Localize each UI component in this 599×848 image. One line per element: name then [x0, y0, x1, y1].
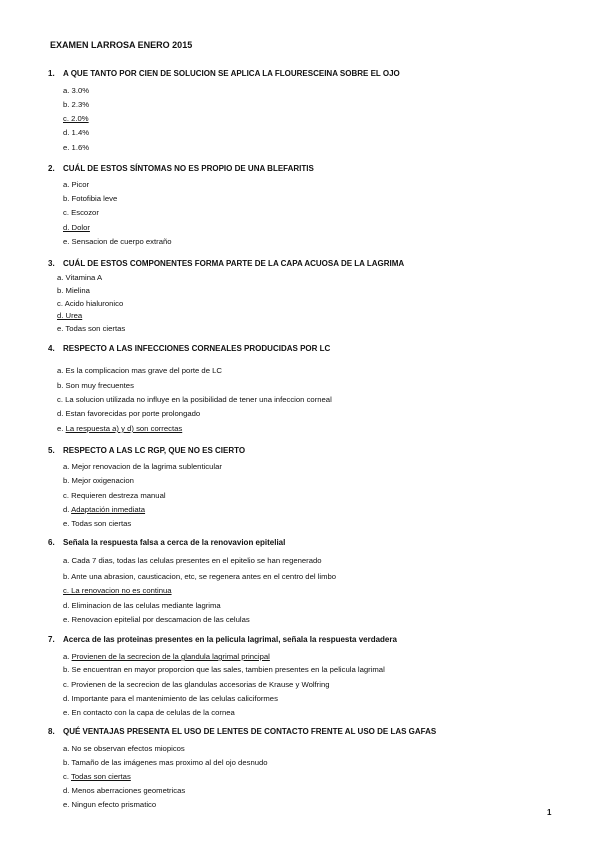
- question-4-option: a. Es la complicacion mas grave del porte de LC: [57, 366, 222, 375]
- question-7-option: d. Importante para el mantenimiento de las celulas caliciformes: [63, 694, 278, 703]
- question-8-answer-option: c. Todas son ciertas: [63, 772, 131, 781]
- question-1-option: a. 3.0%: [63, 86, 90, 95]
- question-3-option: e. Todas son ciertas: [57, 324, 126, 333]
- question-5-option: c. Requieren destreza manual: [63, 491, 166, 500]
- question-4-option: b. Son muy frecuentes: [57, 381, 134, 390]
- question-5-option: a. Mejor renovacion de la lagrima sublenticular: [63, 462, 222, 471]
- question-5-option: b. Mejor oxigenacion: [63, 476, 134, 485]
- question-8-option: b. Tamaño de las imágenes mas proximo al del ojo desnudo: [63, 758, 268, 767]
- question-1-heading: [48, 69, 400, 78]
- question-8-option: a. No se observan efectos miopicos: [63, 744, 185, 753]
- question-5-option: e. Todas son ciertas: [63, 519, 132, 528]
- question-1-option: e. 1.6%: [63, 143, 90, 152]
- question-text: Acerca de las proteinas presentes en la pelicula lagrimal, señala la respuesta verdadera: [63, 635, 397, 644]
- question-3-option: b. Mielina: [57, 286, 90, 295]
- question-5-heading: [48, 446, 245, 455]
- question-5-answer-option: d. Adaptación inmediata: [63, 505, 146, 514]
- question-number: 6.: [48, 538, 55, 547]
- question-8-option: e. Ningun efecto prismatico: [63, 800, 157, 809]
- exam-title: EXAMEN LARROSA ENERO 2015: [50, 40, 193, 50]
- question-text: QUÉ VENTAJAS PRESENTA EL USO DE LENTES DE CONTACTO FRENTE AL USO DE LAS GAFAS: [63, 727, 437, 736]
- question-2-option: c. Escozor: [63, 208, 99, 217]
- question-6-option: d. Eliminacion de las celulas mediante lagrima: [63, 601, 221, 610]
- question-1-answer-option: c. 2.0%: [63, 114, 89, 123]
- question-1-option: b. 2.3%: [63, 100, 90, 109]
- question-7-answer-option: a. Provienen de la secrecion de la glandula lagrimal principal: [63, 652, 270, 661]
- question-text: Señala la respuesta falsa a cerca de la renovavion epitelial: [63, 538, 286, 547]
- question-7-heading: [48, 635, 397, 644]
- question-number: 1.: [48, 69, 55, 78]
- question-8-option: d. Menos aberraciones geometricas: [63, 786, 186, 795]
- question-3-answer-option: d. Urea: [57, 311, 83, 320]
- question-text: CUÁL DE ESTOS COMPONENTES FORMA PARTE DE LA CAPA ACUOSA DE LA LAGRIMA: [63, 259, 405, 268]
- question-4-answer-option: e. La respuesta a) y d) son correctas: [57, 424, 183, 433]
- question-number: 5.: [48, 446, 55, 455]
- question-7-option: b. Se encuentran en mayor proporcion que las sales, tambien presentes en la pelicula lagrimal: [63, 665, 385, 674]
- question-2-answer-option: d. Dolor: [63, 223, 90, 232]
- question-2-option: b. Fotofibia leve: [63, 194, 118, 203]
- question-3-option: a. Vitamina A: [57, 273, 103, 282]
- question-6-answer-option: c. La renovacion no es continua: [63, 586, 172, 595]
- question-6-heading: [48, 538, 285, 547]
- question-6-option: a. Cada 7 dias, todas las celulas presentes en el epitelio se han regenerado: [63, 556, 322, 565]
- question-text: CUÁL DE ESTOS SÍNTOMAS NO ES PROPIO DE UNA BLEFARITIS: [63, 164, 314, 173]
- question-7-option: c. Provienen de la secrecion de las glandulas accesorias de Krause y Wolfring: [63, 680, 330, 689]
- question-number: 3.: [48, 259, 55, 268]
- question-number: 2.: [48, 164, 55, 173]
- question-number: 4.: [48, 344, 55, 353]
- question-1-option: d. 1.4%: [63, 128, 90, 137]
- question-6-option: b. Ante una abrasion, causticacion, etc, se regenera antes en el centro del limbo: [63, 572, 337, 581]
- question-3-option: c. Acido hialuronico: [57, 299, 124, 308]
- question-2-option: a. Picor: [63, 180, 90, 189]
- question-8-heading: [48, 727, 436, 736]
- question-4-option: c. La solucion utilizada no influye en la posibilidad de tener una infeccion corneal: [57, 395, 332, 404]
- page-number: 1: [547, 808, 552, 817]
- question-2-option: e. Sensacion de cuerpo extraño: [63, 237, 172, 246]
- question-text: RESPECTO A LAS LC RGP, QUE NO ES CIERTO: [63, 446, 246, 455]
- question-3-heading: [48, 259, 404, 268]
- question-2-heading: [48, 164, 314, 173]
- question-number: 8.: [48, 727, 55, 736]
- question-6-option: e. Renovacion epitelial por descamacion de las celulas: [63, 615, 250, 624]
- question-7-option: e. En contacto con la capa de celulas de la cornea: [63, 708, 235, 717]
- question-4-option: d. Estan favorecidas por porte prolongado: [57, 409, 201, 418]
- question-number: 7.: [48, 635, 55, 644]
- question-text: RESPECTO A LAS INFECCIONES CORNEALES PRODUCIDAS POR LC: [63, 344, 331, 353]
- question-text: A QUE TANTO POR CIEN DE SOLUCION SE APLICA LA FLOURESCEINA SOBRE EL OJO: [63, 69, 400, 78]
- question-4-heading: [48, 344, 330, 353]
